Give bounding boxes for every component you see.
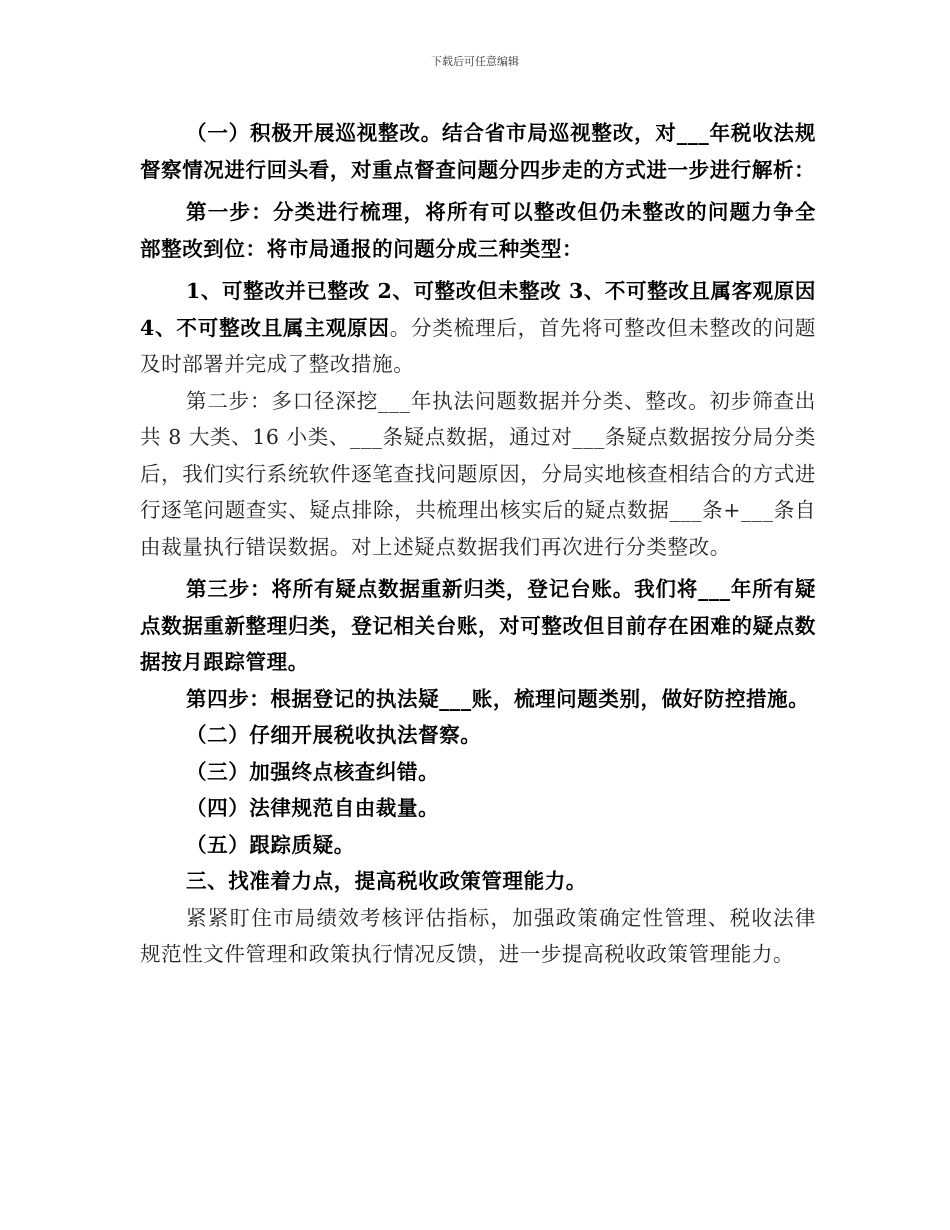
- paragraph-item-two: （二）仔细开展税收执法督察。: [186, 723, 482, 747]
- problem-types-bold: 1、可整改并已整改 2、可整改但未整改 3、不可整改且属客观原因 4、不可整改且属主观原因: [140, 279, 816, 340]
- paragraph-item-three: （三）加强终点核查纠错。: [186, 759, 440, 784]
- page-header: 下载后可任意编辑: [431, 55, 519, 68]
- paragraph-policy-management: 紧紧盯住市局绩效考核评估指标，加强政策确定性管理、税收法律规范性文件管理和政策执行情况反馈，进一步提高税收政策管理能力。: [140, 905, 816, 966]
- paragraph-item-four: （四）法律规范自由裁量。: [186, 796, 440, 820]
- paragraph-step-one: 第一步：分类进行梳理，将所有可以整改但仍未整改的问题力争全部整改到位：将市局通报的问题分成三种类型：: [140, 200, 816, 261]
- paragraph-step-four: 第四步：根据登记的执法疑___账，梳理问题类别，做好防控措施。: [186, 686, 810, 711]
- paragraph-problem-types: [140, 273, 816, 383]
- paragraph-patrol-rectification: （一）积极开展巡视整改。结合省市局巡视整改，对___年税收法规督察情况进行回头看，对重点督查问题分四步走的方式进一步进行解析：: [140, 121, 816, 182]
- document-body: [140, 115, 816, 973]
- paragraph-step-three: 第三步：将所有疑点数据重新归类，登记台账。我们将___年所有疑点数据重新整理归类，登记相关台账，对可整改但目前存在困难的疑点数据按月跟踪管理。: [140, 577, 816, 674]
- section-heading-three: 三、找准着力点，提高税收政策管理能力。: [186, 869, 587, 893]
- paragraph-step-two: 第二步：多口径深挖___年执法问题数据并分类、整改。初步筛查出共 8 大类、16 小类、___条疑点数据，通过对___条疑点数据按分局分类后，我们实行系统软件逐笔查找问题原因，分局实地核查相结合的方式进行逐笔问题查实、疑点排除，共梳理出核实后的疑点数据___条+___条自由裁量执行错误数据。对上述疑点数据我们再次进行分类整改。: [140, 388, 816, 559]
- paragraph-item-five: （五）跟踪质疑。: [186, 832, 355, 857]
- problem-types-followup: 。分类梳理后，首先将可整改但未整改的问题及时部署并完成了整改措施。: [140, 315, 816, 376]
